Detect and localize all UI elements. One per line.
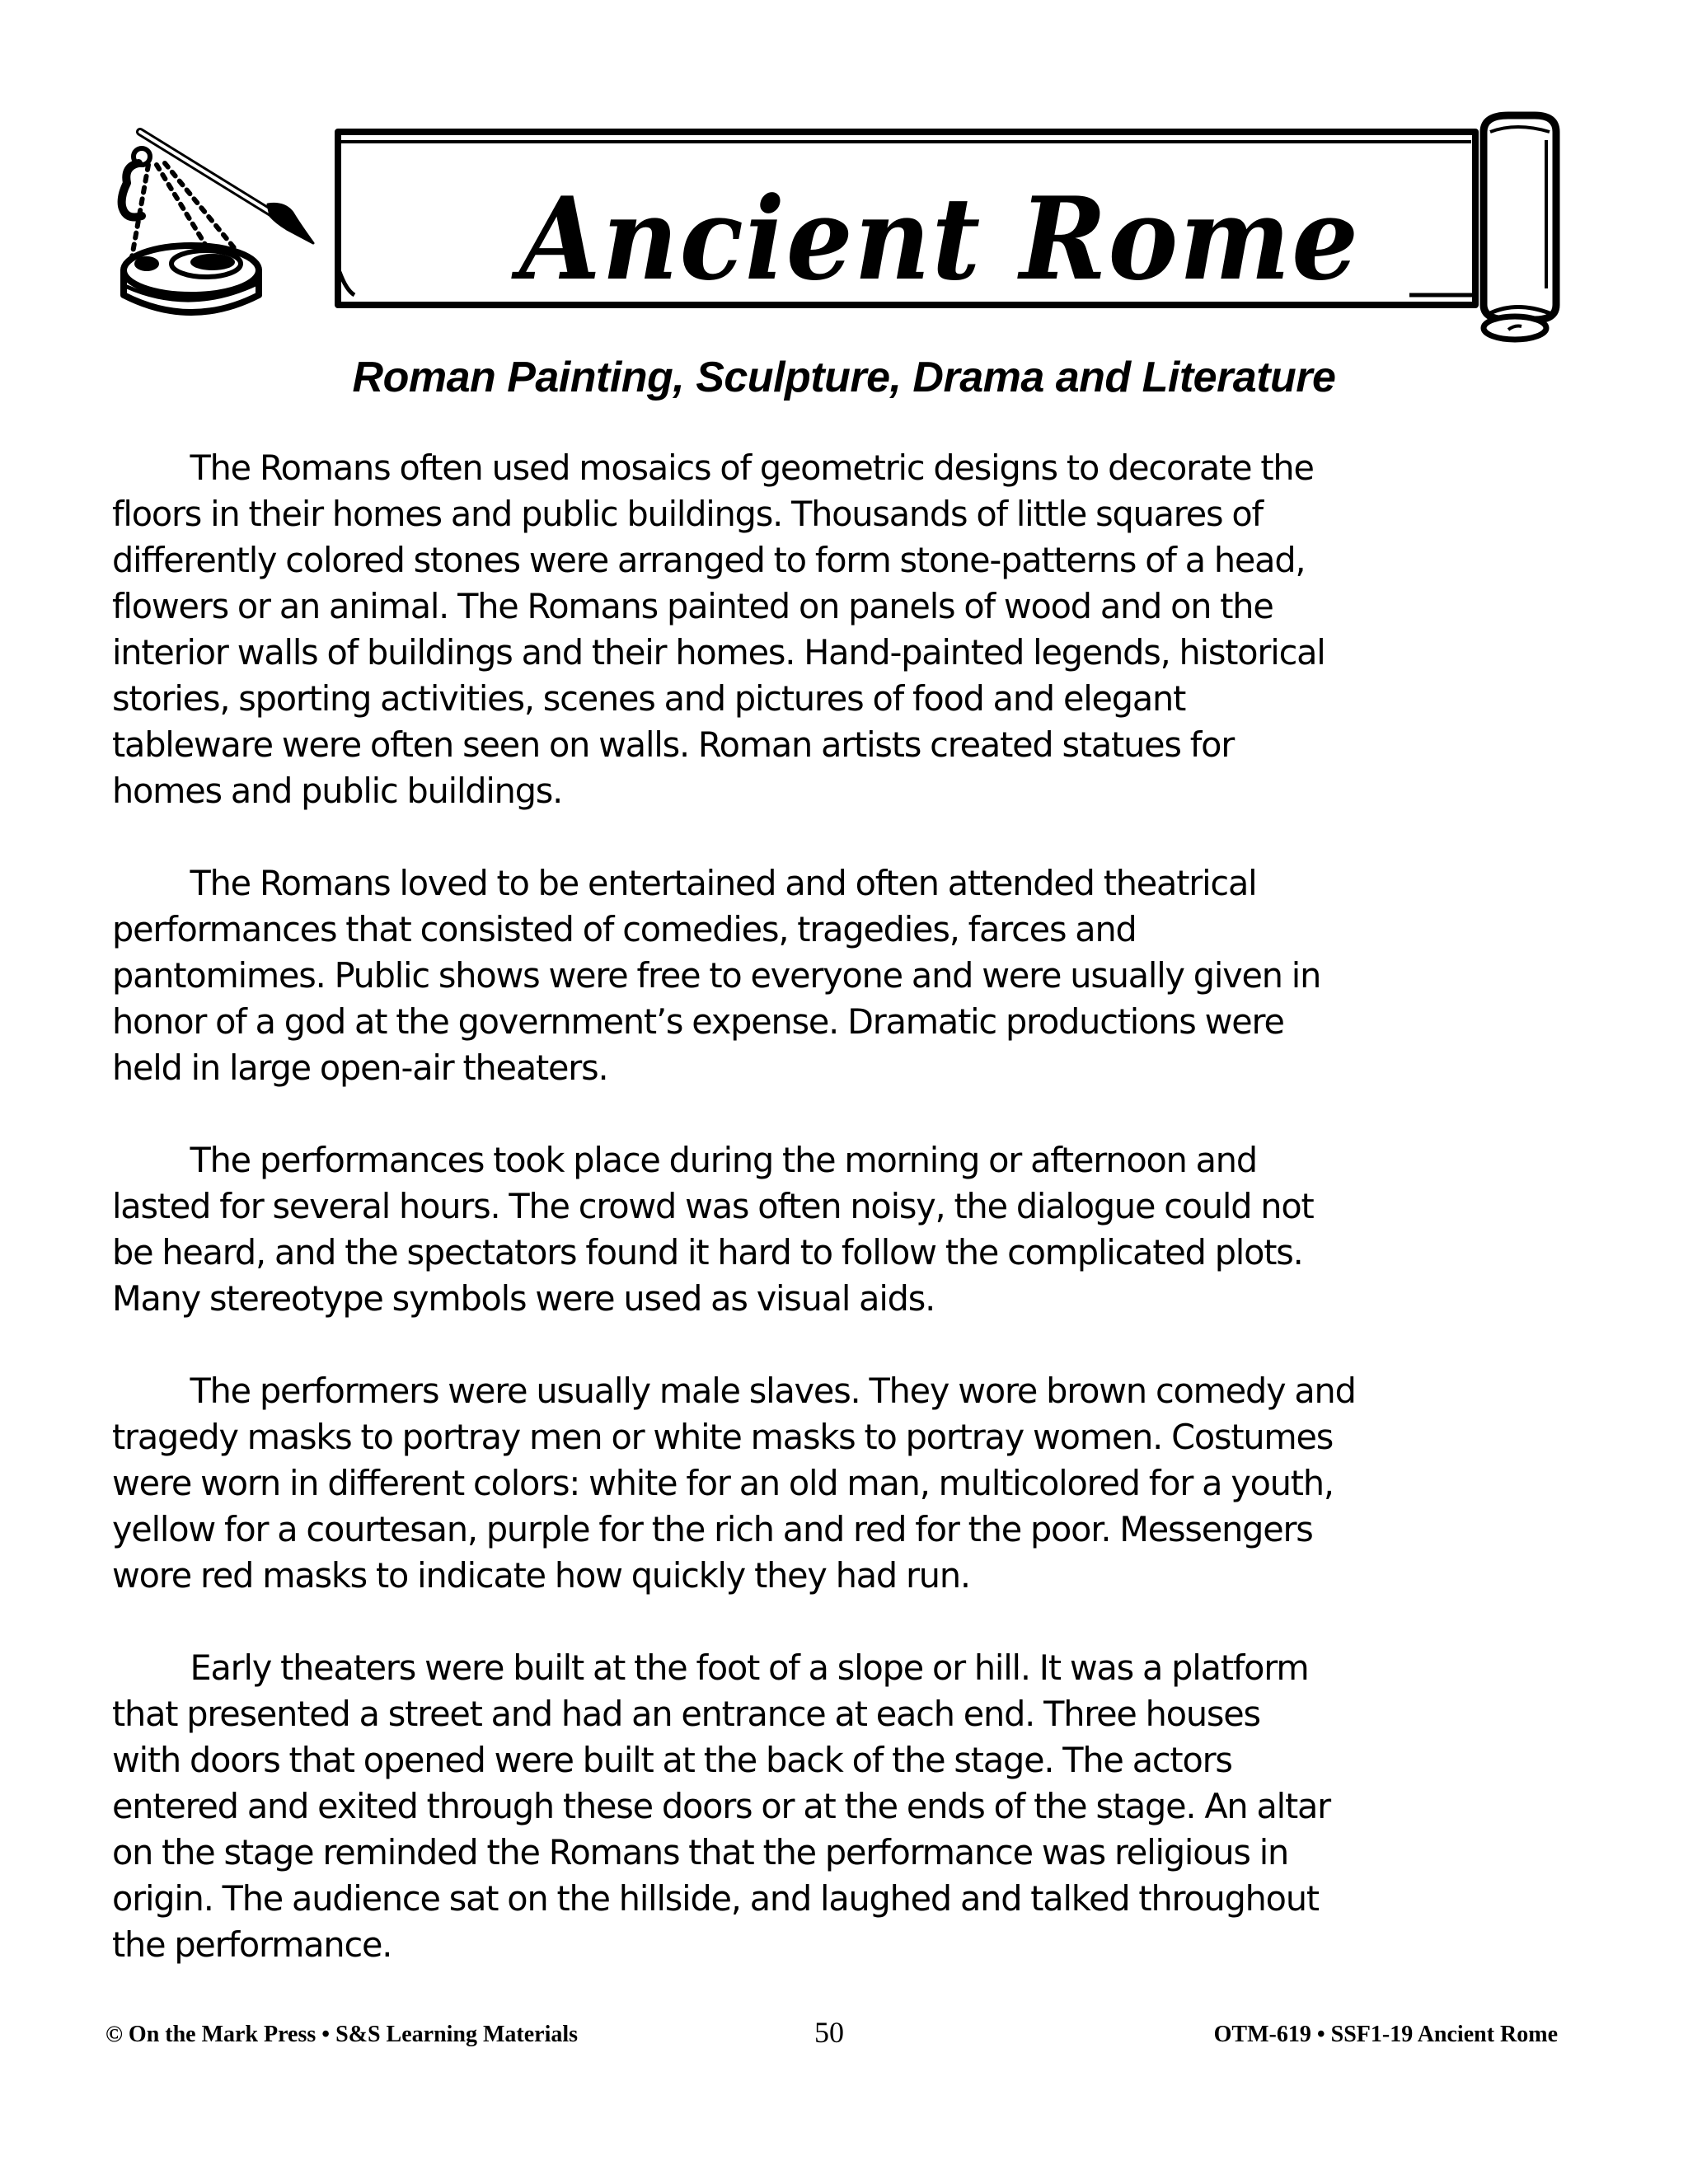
inkwell-quill-icon: [122, 132, 313, 312]
text-line: pantomimes. Public shows were free to everyone and were usually given in: [112, 955, 1321, 996]
page-title: Ancient Rome: [519, 171, 1360, 306]
text-line: interior walls of buildings and their homes. Hand-painted legends, historical: [112, 632, 1325, 673]
text-line: The Romans often used mosaics of geometric designs to decorate the: [190, 448, 1314, 488]
text-line: be heard, and the spectators found it hard to follow the complicated plots.: [112, 1232, 1303, 1272]
text-line: tableware were often seen on walls. Roman artists created statues for: [112, 724, 1235, 765]
paragraph-mosaics: [112, 445, 1541, 814]
page-footer: [99, 2015, 1566, 2056]
text-line: that presented a street and had an entrance at each end. Three houses: [112, 1694, 1260, 1734]
text-line: lasted for several hours. The crowd was often noisy, the dialogue could not: [112, 1186, 1314, 1226]
text-line: were worn in different colors: white for an old man, multicolored for a youth,: [112, 1463, 1334, 1503]
footer-copyright: © On the Mark Press • S&S Learning Materials: [106, 2022, 579, 2047]
text-line: origin. The audience sat on the hillside, and laughed and talked throughout: [112, 1878, 1319, 1919]
paragraph-entertainment: [112, 860, 1541, 1091]
text-line: wore red masks to indicate how quickly they had run.: [112, 1555, 970, 1596]
paragraph-theaters: [112, 1645, 1541, 1968]
text-line: The Romans loved to be entertained and often attended theatrical: [190, 863, 1257, 903]
text-line: The performances took place during the morning or afternoon and: [190, 1140, 1257, 1180]
text-line: stories, sporting activities, scenes and pictures of food and elegant: [112, 678, 1186, 719]
text-line: Early theaters were built at the foot of a slope or hill. It was a platform: [190, 1647, 1309, 1688]
text-line: entered and exited through these doors or at the ends of the stage. An altar: [112, 1786, 1330, 1826]
text-line: honor of a god at the government’s expense. Dramatic productions were: [112, 1001, 1284, 1042]
article-body: [112, 445, 1563, 2014]
paragraph-performances: [112, 1137, 1541, 1322]
text-line: yellow for a courtesan, purple for the rich and red for the poor. Messengers: [112, 1509, 1313, 1549]
text-line: held in large open-air theaters.: [112, 1047, 608, 1088]
text-line: The performers were usually male slaves. They wore brown comedy and: [190, 1371, 1356, 1411]
text-line: tragedy masks to portray men or white masks to portray women. Costumes: [112, 1417, 1334, 1457]
paragraph-performers: [112, 1368, 1541, 1599]
text-line: performances that consisted of comedies, tragedies, farces and: [112, 909, 1137, 949]
text-line: flowers or an animal. The Romans painted on panels of wood and on the: [112, 586, 1273, 626]
title-banner: [115, 107, 1566, 346]
page-subtitle: Roman Painting, Sculpture, Drama and Literature: [352, 354, 1336, 401]
text-line: on the stage reminded the Romans that the performance was religious in: [112, 1832, 1289, 1872]
footer-product-code: OTM-619 • SSF1-19 Ancient Rome: [1213, 2022, 1558, 2047]
page-number: 50: [814, 2016, 844, 2049]
text-line: with doors that opened were built at the back of the stage. The actors: [112, 1740, 1232, 1780]
text-line: the performance.: [112, 1924, 392, 1965]
text-line: homes and public buildings.: [112, 771, 563, 811]
text-line: floors in their homes and public buildings. Thousands of little squares of: [112, 494, 1263, 534]
text-line: differently colored stones were arranged to form stone-patterns of a head,: [112, 540, 1306, 580]
text-line: Many stereotype symbols were used as visual aids.: [112, 1278, 935, 1319]
